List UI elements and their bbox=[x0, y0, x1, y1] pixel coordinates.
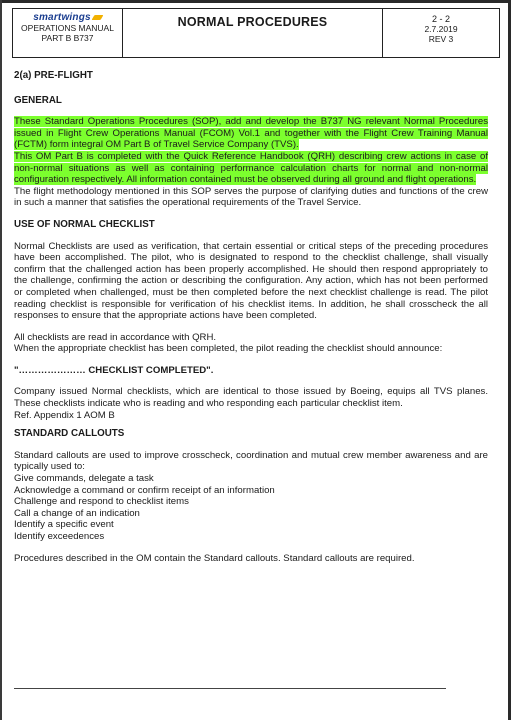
page-edge-top bbox=[0, 0, 511, 3]
checklist-paragraph-1: Normal Checklists are used as verification, that certain essential or critical steps of the preceding procedures have been accomplished. The pilot, who is designated to respond to the checklist challenge, shall visually confirm that the challenged action has been properly accomplished. He should then respond appropriately to the challenge, confirming the action or describing the configuration. Any action, which has not been performed or completed when challenged, must be then completed before the next checklist challenge is read. The pilot reading checklist is responsible for verification of his checklist items. In addition, he shall crosscheck the all responses to ensure that the appropriate actions have been completed. bbox=[14, 240, 488, 322]
checklist-paragraph-2: All checklists are read in accordance with QRH. bbox=[14, 331, 217, 343]
manual-part: PART B B737 bbox=[41, 33, 94, 43]
general-paragraph-1 bbox=[14, 116, 488, 151]
callouts-list bbox=[14, 473, 488, 543]
checklist-paragraph-3: When the appropriate checklist has been completed, the pilot reading the checklist should announce: bbox=[14, 343, 443, 355]
callouts-closing: Procedures described in the OM contain the Standard callouts. Standard callouts are required. bbox=[14, 552, 415, 564]
document-body bbox=[14, 70, 488, 564]
checklist-completed-callout: "………………… CHECKLIST COMPLETED". bbox=[14, 364, 214, 376]
revision-date: 2.7.2019 bbox=[424, 24, 458, 34]
callout-item: Identify a specific event bbox=[14, 519, 114, 531]
checklist-reference: Ref. Appendix 1 AOM B bbox=[14, 409, 115, 421]
page-edge-left bbox=[0, 0, 2, 720]
general-paragraph-3: The flight methodology mentioned in this SOP serves the purpose of clarifying duties and functions of the crew in such a manner that satisfies the operational requirements of the Travel Service. bbox=[14, 185, 488, 209]
highlighted-text: These Standard Operations Procedures (SOP), add and develop the B737 NG relevant Normal Procedures issued in Flight Crew Operations Manual (FCOM) Vol.1 and together with the Flight Crew Training Manual (FCTM) form integral OM Part B of Travel Service Company (TVS). bbox=[14, 116, 488, 151]
header-left-cell bbox=[13, 9, 123, 57]
logo-mark-icon bbox=[91, 15, 103, 20]
callout-item: Give commands, delegate a task bbox=[14, 473, 154, 485]
header-right-cell bbox=[383, 9, 499, 57]
callout-item: Challenge and respond to checklist items bbox=[14, 496, 189, 508]
highlighted-text: This OM Part B is completed with the Quick Reference Handbook (QRH) describing crew actions in case of non-normal situations as well as containing performance calculation charts for normal and non-normal configuration respectively. All information contained must be observed during all ground and flight operations. bbox=[14, 150, 488, 186]
footer-divider bbox=[14, 688, 446, 689]
general-paragraph-2 bbox=[14, 151, 488, 186]
checklist-heading: USE OF NORMAL CHECKLIST bbox=[14, 218, 155, 230]
revision-number: REV 3 bbox=[428, 34, 454, 44]
callout-item: Identify exceedences bbox=[14, 531, 105, 542]
document-header bbox=[12, 8, 500, 58]
smartwings-logo bbox=[33, 12, 102, 23]
manual-name: OPERATIONS MANUAL bbox=[21, 23, 114, 33]
header-title-cell bbox=[123, 9, 383, 57]
chapter-heading: 2(a) PRE-FLIGHT bbox=[14, 70, 93, 81]
callout-item: Acknowledge a command or confirm receipt of an information bbox=[14, 484, 275, 496]
checklist-paragraph-4: Company issued Normal checklists, which are identical to those issued by Boeing, equips all TVS planes. These checklists indicate who is reading and who responding each particular checklist item. bbox=[14, 386, 488, 410]
general-heading: GENERAL bbox=[14, 94, 62, 106]
callouts-heading: STANDARD CALLOUTS bbox=[14, 428, 125, 440]
header-title: NORMAL PROCEDURES bbox=[177, 15, 328, 29]
page-number: 2 - 2 bbox=[431, 14, 450, 24]
callout-item: Call a change of an indication bbox=[14, 507, 140, 519]
callouts-intro: Standard callouts are used to improve crosscheck, coordination and mutual crew member awareness and are typically used to: bbox=[14, 449, 488, 473]
logo-text: smartwings bbox=[33, 12, 91, 23]
